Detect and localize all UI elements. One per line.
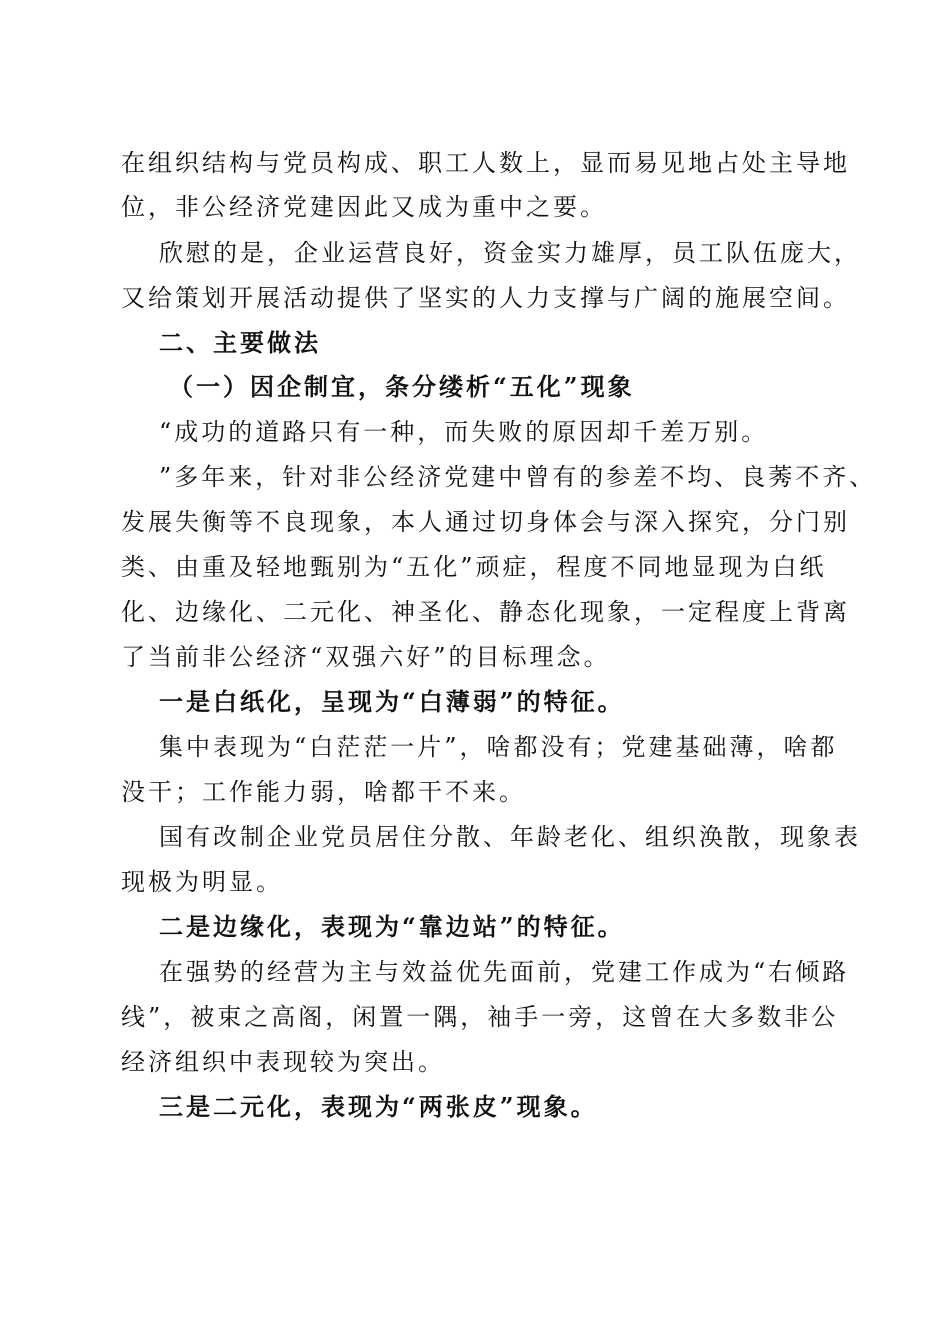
text-line: 现极为明显。 bbox=[121, 868, 283, 896]
text-line: ”多年来，针对非公经济党建中曾有的参差不均、良莠不齐、 bbox=[159, 463, 877, 491]
text-line: 在组织结构与党员构成、职工人数上，显而易见地占处主导地 bbox=[121, 149, 850, 177]
point-heading: 二是边缘化，表现为“靠边站”的特征。 bbox=[159, 912, 625, 941]
text-line: 集中表现为“白茫茫一片”，啥都没有；党建基础薄，啥都 bbox=[159, 733, 838, 761]
text-line: 欣慰的是，企业运营良好，资金实力雄厚，员工队伍庞大， bbox=[159, 239, 861, 267]
text-line: 国有改制企业党员居住分散、年龄老化、组织涣散，现象表 bbox=[159, 823, 861, 851]
text-line: 又给策划开展活动提供了坚实的人力支撑与广阔的施展空间。 bbox=[121, 284, 850, 312]
text-line: 了当前非公经济“双强六好”的目标理念。 bbox=[121, 643, 611, 671]
text-line: 发展失衡等不良现象，本人通过切身体会与深入探究，分门别 bbox=[121, 508, 850, 536]
text-line: 类、由重及轻地甄别为“五化”顽症，程度不同地显现为白纸 bbox=[121, 553, 827, 581]
text-line: 在强势的经营为主与效益优先面前，党建工作成为“右倾路 bbox=[159, 958, 850, 986]
text-line: 线”，被束之高阁，闲置一隅，袖手一旁，这曾在大多数非公 bbox=[121, 1003, 839, 1031]
text-line: 经济组织中表现较为突出。 bbox=[121, 1048, 445, 1076]
section-heading: 二、主要做法 bbox=[159, 328, 321, 357]
text-line: “成功的道路只有一种，而失败的原因却千差万别。 bbox=[159, 418, 769, 446]
point-heading: 三是二元化，表现为“两张皮”现象。 bbox=[159, 1092, 598, 1121]
text-line: 化、边缘化、二元化、神圣化、静态化现象，一定程度上背离 bbox=[121, 598, 850, 626]
text-line: 位，非公经济党建因此又成为重中之要。 bbox=[121, 193, 607, 221]
subsection-heading: （一）因企制宜，条分缕析“五化”现象 bbox=[169, 372, 635, 401]
text-line: 没干；工作能力弱，啥都干不来。 bbox=[121, 778, 526, 806]
point-heading: 一是白纸化，呈现为“白薄弱”的特征。 bbox=[159, 687, 625, 716]
